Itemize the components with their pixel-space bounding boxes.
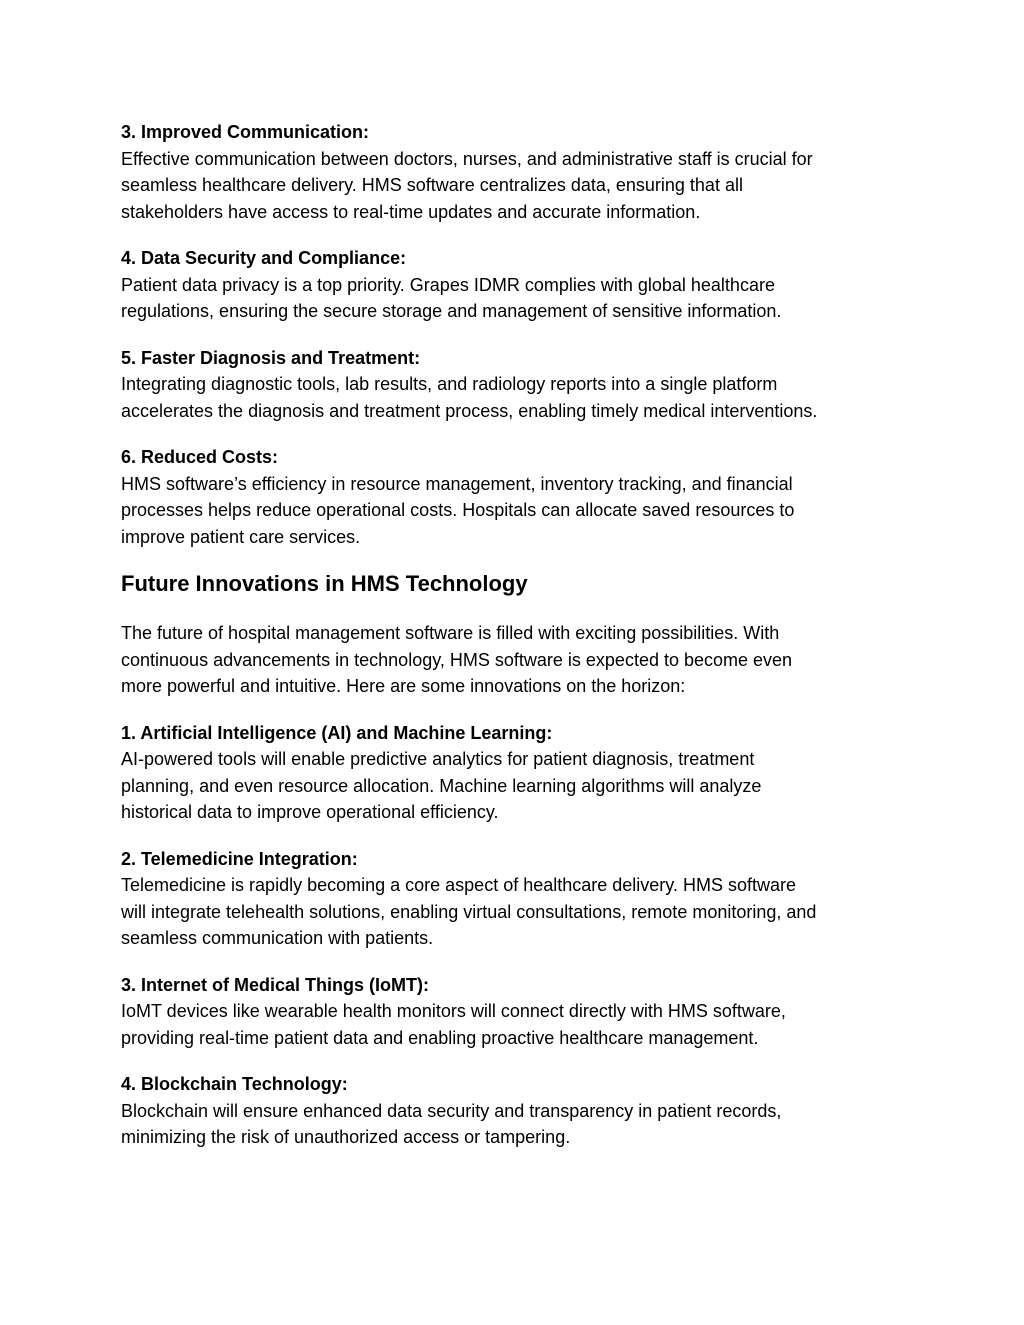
section-title: 5. Faster Diagnosis and Treatment: [121, 347, 421, 368]
section-improved-communication [121, 119, 921, 225]
section-title: 2. Telemedicine Integration: [121, 848, 358, 869]
section-body [121, 371, 921, 424]
body-line: seamless communication with patients. [121, 928, 434, 948]
body-line: historical data to improve operational efficiency. [121, 802, 499, 822]
section-faster-diagnosis [121, 345, 921, 425]
body-line: planning, and even resource allocation. Machine learning algorithms will analyze [121, 775, 762, 796]
section-blockchain [121, 1071, 921, 1151]
body-line: regulations, ensuring the secure storage and management of sensitive information. [121, 301, 782, 321]
body-line: Patient data privacy is a top priority. Grapes IDMR complies with global healthcare [121, 274, 775, 295]
body-line: Telemedicine is rapidly becoming a core aspect of healthcare delivery. HMS software [121, 875, 796, 895]
section-title: 4. Data Security and Compliance: [121, 248, 407, 268]
body-line: IoMT devices like wearable health monitors will connect directly with HMS software, [121, 1001, 786, 1021]
body-line: seamless healthcare delivery. HMS software centralizes data, ensuring that all [121, 175, 743, 195]
body-line: AI-powered tools will enable predictive analytics for patient diagnosis, treatment [121, 749, 755, 769]
section-title: 3. Internet of Medical Things (IoMT): [121, 974, 429, 995]
body-line: minimizing the risk of unauthorized access or tampering. [121, 1127, 571, 1147]
body-line: accelerates the diagnosis and treatment process, enabling timely medical interventions. [121, 400, 818, 421]
body-line: Integrating diagnostic tools, lab results, and radiology reports into a single platform [121, 374, 778, 394]
section-body [121, 272, 921, 325]
body-line: providing real-time patient data and enabling proactive healthcare management. [121, 1027, 759, 1048]
body-line: Effective communication between doctors, nurses, and administrative staff is crucial for [121, 148, 813, 169]
section-body [121, 998, 921, 1051]
section-heading: Future Innovations in HMS Technology [121, 571, 528, 596]
body-line: Blockchain will ensure enhanced data security and transparency in patient records, [121, 1100, 782, 1121]
section-iomt [121, 972, 921, 1052]
section-data-security [121, 245, 921, 325]
intro-line: The future of hospital management software is filled with exciting possibilities. With [121, 623, 780, 643]
intro-paragraph [121, 620, 921, 700]
body-line: will integrate telehealth solutions, enabling virtual consultations, remote monitoring, and [121, 901, 817, 922]
section-body [121, 872, 921, 952]
section-ai-ml [121, 720, 921, 826]
intro-line: more powerful and intuitive. Here are some innovations on the horizon: [121, 676, 686, 696]
body-line: HMS software’s efficiency in resource management, inventory tracking, and financial [121, 473, 793, 494]
section-body [121, 146, 921, 226]
section-telemedicine [121, 846, 921, 952]
intro-line: continuous advancements in technology, HMS software is expected to become even [121, 649, 793, 670]
body-line: stakeholders have access to real-time updates and accurate information. [121, 201, 701, 222]
body-line: processes helps reduce operational costs. Hospitals can allocate saved resources to [121, 500, 795, 520]
section-title: 4. Blockchain Technology: [121, 1074, 348, 1094]
body-line: improve patient care services. [121, 526, 361, 547]
section-body [121, 471, 921, 551]
document-page [121, 119, 921, 1171]
section-body [121, 746, 921, 826]
section-title: 6. Reduced Costs: [121, 447, 279, 467]
section-body [121, 1098, 921, 1151]
section-reduced-costs [121, 444, 921, 550]
section-title: 3. Improved Communication: [121, 122, 370, 142]
section-title: 1. Artificial Intelligence (AI) and Machine Learning: [121, 722, 553, 743]
